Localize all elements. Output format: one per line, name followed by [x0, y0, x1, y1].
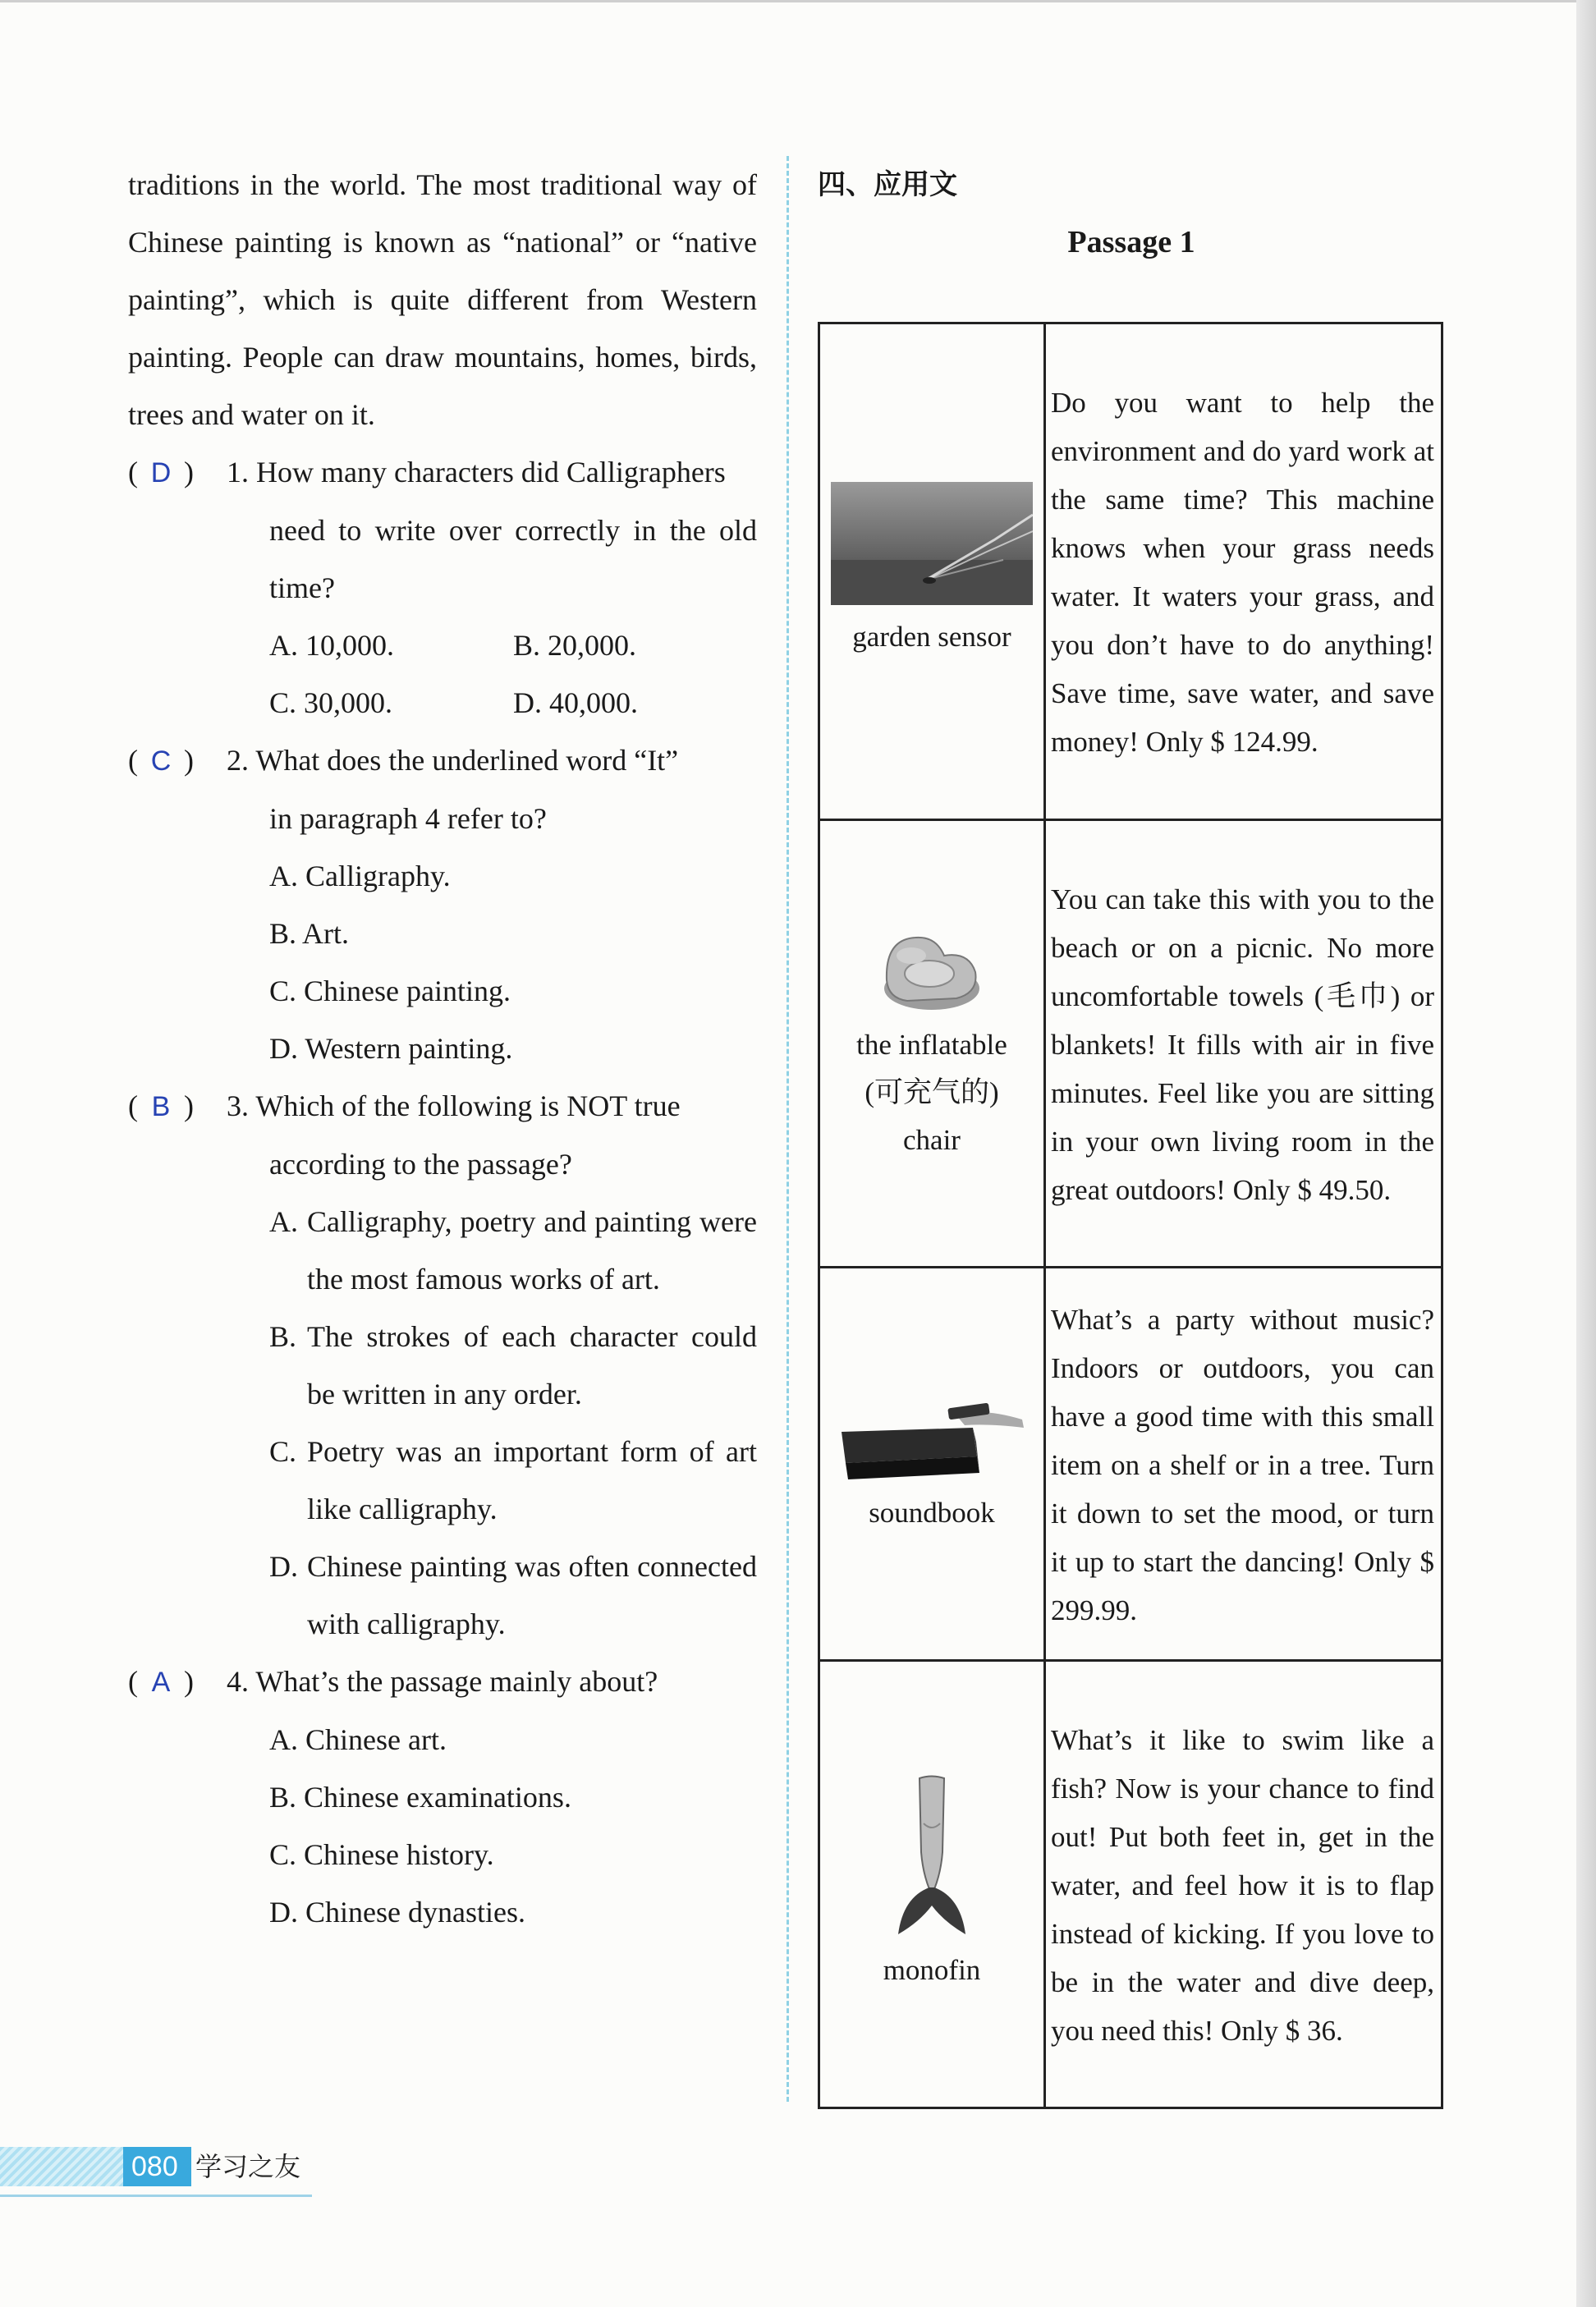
- table-row: [819, 1661, 1442, 2108]
- option-list: [269, 1711, 757, 1941]
- answer-bracket: ( C ): [128, 732, 227, 790]
- option-a: A. Calligraphy, poetry and painting were the most famous works of art.: [269, 1205, 757, 1296]
- option-d: D. Chinese painting was often connected with calligraphy.: [269, 1550, 757, 1640]
- option-d: D. Western painting.: [269, 1032, 513, 1065]
- option-list: [269, 1193, 757, 1653]
- inflatable-chair-image: [878, 923, 985, 1013]
- option-d: D. 40,000.: [513, 686, 638, 719]
- product-ads-table: [818, 322, 1443, 2109]
- answer-mark: C: [150, 745, 172, 777]
- product-name: garden sensor: [852, 621, 1011, 653]
- question-3: [128, 1077, 757, 1653]
- product-name: chair: [903, 1124, 961, 1156]
- question-stem: 1. How many characters did Calligraphers: [227, 456, 726, 488]
- question-4: [128, 1653, 757, 1941]
- footer-rule: [0, 2195, 312, 2197]
- answer-mark: A: [151, 1667, 171, 1698]
- table-row: [819, 820, 1442, 1268]
- question-stem-continued: need to write over correctly in the old time?: [269, 514, 757, 604]
- garden-sensor-image: [831, 482, 1033, 605]
- answer-mark: D: [150, 457, 172, 488]
- answer-bracket: ( A ): [128, 1653, 227, 1711]
- option-d: D. Chinese dynasties.: [269, 1896, 525, 1929]
- option-a: A. Calligraphy.: [269, 860, 451, 892]
- product-name: soundbook: [869, 1497, 995, 1529]
- product-description: Do you want to help the environment and do yard work at the same time? This machine knows when your grass needs water. It waters your grass, and you don’t have to do anything! Save time, save water, and save money! Only $ 124.99.: [1045, 323, 1442, 820]
- answer-mark: B: [151, 1091, 171, 1122]
- soundbook-image: [833, 1391, 1030, 1481]
- section-title: 四、应用文: [818, 168, 957, 201]
- top-edge-rule: [0, 0, 1576, 2]
- option-a: A. Chinese art.: [269, 1723, 447, 1756]
- option-b: B. 20,000.: [513, 629, 637, 662]
- question-1: [128, 443, 757, 732]
- option-a: A. 10,000.: [269, 629, 394, 662]
- product-description: What’s a party without music? Indoors or outdoors, you can have a good time with this small item on a shelf or in a tree. Turn it down to set the mood, or turn it up to start the dancing! Only $ 299.99.: [1045, 1268, 1442, 1661]
- product-description: You can take this with you to the beach or on a picnic. No more uncomfortable towels (毛巾) or blankets! It fills with air in five minutes. Feel like you are sitting in your own living room in the great outdoors! Only $ 49.50.: [1045, 820, 1442, 1268]
- page-binding-edge: [1576, 0, 1596, 2307]
- option-b: B. The strokes of each character could be written in any order.: [269, 1320, 757, 1410]
- option-list: [269, 617, 757, 732]
- book-title: 学习之友: [195, 2151, 301, 2182]
- option-list: [269, 847, 757, 1077]
- question-stem-continued: in paragraph 4 refer to?: [269, 802, 547, 835]
- question-stem-continued: according to the passage?: [269, 1148, 572, 1181]
- product-image-cell: [819, 1661, 1045, 2108]
- left-column: [128, 156, 757, 1941]
- question-2: [128, 732, 757, 1077]
- page-footer: [0, 2147, 312, 2196]
- option-c: C. Chinese history.: [269, 1838, 494, 1871]
- product-image-cell: [819, 820, 1045, 1268]
- question-stem: 3. Which of the following is NOT true: [227, 1089, 681, 1122]
- product-name: the inflatable: [856, 1029, 1007, 1061]
- question-stem: 2. What does the underlined word “It”: [227, 744, 679, 777]
- product-description: What’s it like to swim like a fish? Now is your chance to find out! Put both feet in, get in the water, and feel how it is to flap instead of kicking. If you love to be in the water and dive deep, you need this! Only $ 36.: [1045, 1661, 1442, 2108]
- option-c: C. Poetry was an important form of art like calligraphy.: [269, 1435, 757, 1525]
- option-b: B. Chinese examinations.: [269, 1781, 571, 1814]
- right-column: [818, 156, 1445, 2109]
- product-name: monofin: [883, 1954, 981, 1986]
- product-image-cell: [819, 323, 1045, 820]
- answer-bracket: ( D ): [128, 443, 227, 502]
- product-image-cell: [819, 1268, 1045, 1661]
- question-stem: 4. What’s the passage mainly about?: [227, 1665, 658, 1698]
- page-number: 080: [123, 2147, 191, 2186]
- monofin-image: [895, 1774, 969, 1938]
- product-name-gloss: (可充气的): [864, 1076, 999, 1108]
- column-divider: [787, 156, 789, 2102]
- option-b: B. Art.: [269, 917, 350, 950]
- passage-title: Passage 1: [1067, 225, 1195, 259]
- table-row: [819, 323, 1442, 820]
- table-row: [819, 1268, 1442, 1661]
- reading-passage-tail: traditions in the world. The most traditional way of Chinese painting is known as “national” or “native painting”, which is quite different from Western painting. People can draw mountains, homes, birds, trees and water on it.: [128, 168, 757, 431]
- answer-bracket: ( B ): [128, 1077, 227, 1135]
- option-c: C. Chinese painting.: [269, 975, 511, 1007]
- option-c: C. 30,000.: [269, 686, 393, 719]
